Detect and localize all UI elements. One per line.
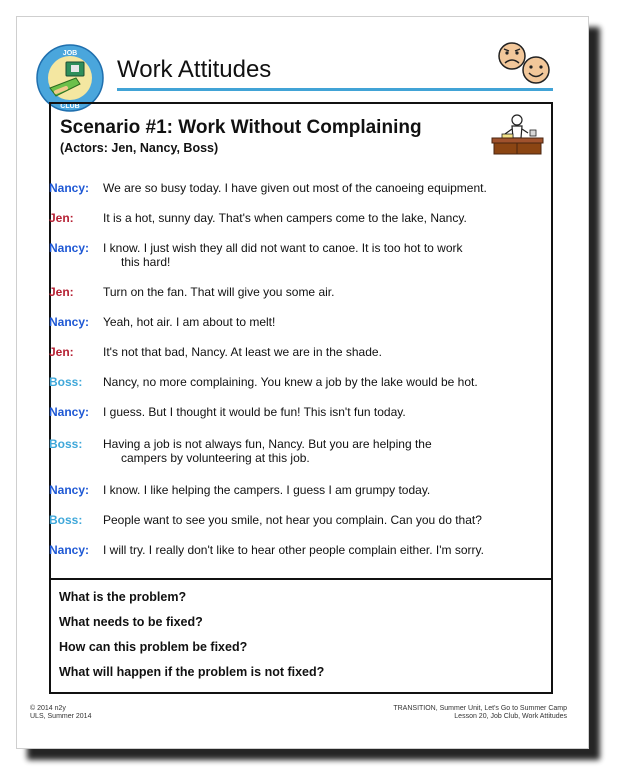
dialogue-text-line: People want to see you smile, not hear you complain. Can you do that? xyxy=(103,513,482,527)
speaker-label: Jen: xyxy=(49,285,74,299)
dialogue-text xyxy=(103,483,548,497)
dialogue-text xyxy=(103,285,548,299)
dialogue-text xyxy=(103,211,548,225)
dialogue-text-line: Yeah, hot air. I am about to melt! xyxy=(103,315,276,329)
dialogue-text xyxy=(103,345,548,359)
dialogue-text xyxy=(103,241,548,269)
question-item: What needs to be fixed? xyxy=(59,615,203,629)
speaker-label: Boss: xyxy=(49,375,83,389)
speaker-label: Nancy: xyxy=(49,483,90,497)
speaker-label: Nancy: xyxy=(49,405,90,419)
speaker-label: Boss: xyxy=(49,513,83,527)
dialogue-text xyxy=(103,375,548,389)
footer-edition: ULS, Summer 2014 xyxy=(30,713,92,720)
dialogue-text xyxy=(103,543,548,557)
dialogue-text-line: I know. I like helping the campers. I guess I am grumpy today. xyxy=(103,483,431,497)
question-item: How can this problem be fixed? xyxy=(59,640,248,654)
speaker-label: Jen: xyxy=(49,345,74,359)
footer-right xyxy=(393,705,567,721)
dialogue-text-line: I will try. I really don't like to hear other people complain either. I'm sorry. xyxy=(103,543,484,557)
dialogue-text-line: I know. I just wish they all did not want to canoe. It is too hot to work xyxy=(103,241,463,255)
dialogue-text-line: I guess. But I thought it would be fun! This isn't fun today. xyxy=(103,405,406,419)
scenario-actors: (Actors: Jen, Nancy, Boss) xyxy=(60,141,219,155)
page-title: Work Attitudes xyxy=(117,56,272,83)
svg-text:CLUB: CLUB xyxy=(60,103,80,110)
dialogue-text-line: We are so busy today. I have given out most of the canoeing equipment. xyxy=(103,181,487,195)
dialogue-text-line: It's not that bad, Nancy. At least we are in the shade. xyxy=(103,345,382,359)
boss-at-desk-icon xyxy=(490,112,545,156)
speaker-label: Jen: xyxy=(49,211,74,225)
scenario-title: Scenario #1: Work Without Complaining xyxy=(60,117,422,138)
speaker-label: Boss: xyxy=(49,437,83,451)
question-item: What is the problem? xyxy=(59,590,187,604)
sad-happy-faces-icon xyxy=(494,40,552,86)
dialogue-text-line: Turn on the fan. That will give you some air. xyxy=(103,285,335,299)
speaker-label: Nancy: xyxy=(49,241,90,255)
dialogue-text-line: campers by volunteering at this job. xyxy=(121,451,310,465)
footer-left xyxy=(30,705,91,721)
dialogue-text xyxy=(103,513,548,527)
dialogue-text xyxy=(103,405,548,419)
dialogue-text-line: It is a hot, sunny day. That's when campers come to the lake, Nancy. xyxy=(103,211,467,225)
dialogue-text-line: Nancy, no more complaining. You knew a job by the lake would be hot. xyxy=(103,375,478,389)
dialogue-text xyxy=(103,315,548,329)
speaker-label: Nancy: xyxy=(49,543,90,557)
footer-copyright: © 2014 n2y xyxy=(30,705,66,712)
questions-divider xyxy=(49,578,553,580)
speaker-label: Nancy: xyxy=(49,181,90,195)
dialogue-text xyxy=(103,181,548,195)
svg-text:JOB: JOB xyxy=(62,50,78,57)
question-item: What will happen if the problem is not fixed? xyxy=(59,665,325,679)
dialogue-text-line: Having a job is not always fun, Nancy. But you are helping the xyxy=(103,437,432,451)
footer-lesson: Lesson 20, Job Club, Work Attitudes xyxy=(454,713,567,720)
footer-unit: TRANSITION, Summer Unit, Let's Go to Summer Camp xyxy=(393,705,567,712)
dialogue-text-line: this hard! xyxy=(121,255,171,269)
speaker-label: Nancy: xyxy=(49,315,90,329)
title-underline xyxy=(117,88,553,91)
dialogue-text xyxy=(103,437,548,465)
